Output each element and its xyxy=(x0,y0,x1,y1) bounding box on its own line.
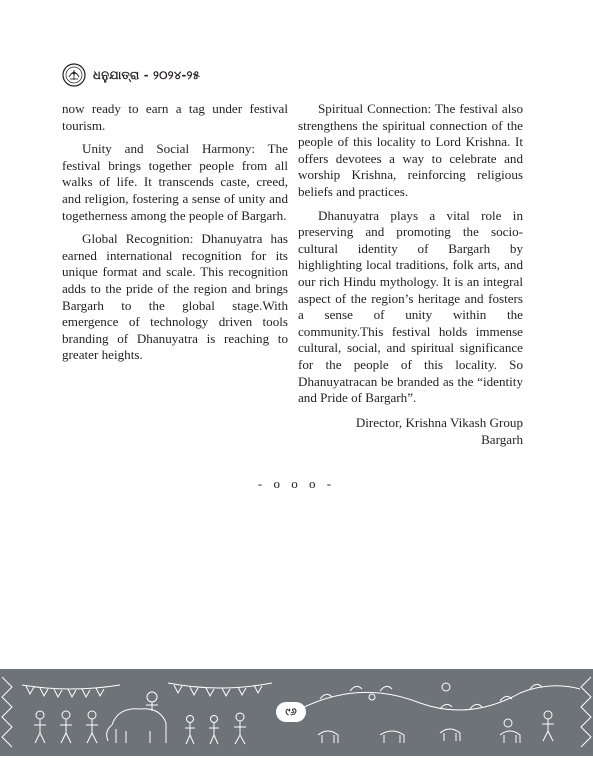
left-paragraph-unity: Unity and Social Harmony: The festival brings together people from all walks of life. It transcends caste, creed, and religion, fostering a sense of unity and togetherness among the people of Bargarh. xyxy=(62,141,288,223)
emblem-icon xyxy=(62,63,86,87)
left-column xyxy=(62,101,288,371)
page-number-badge xyxy=(276,702,306,722)
right-paragraph-spiritual: Spiritual Connection: The festival also strengthens the spiritual connection of the people of this locality to Lord Krishna. It offers devotees a way to celebrate and worship Krishna, reinforcing religious beliefs and practices. xyxy=(298,101,523,199)
right-column xyxy=(298,101,523,448)
end-mark: - o o o - xyxy=(257,476,336,491)
signature-line-1: Director, Krishna Vikash Group xyxy=(355,414,523,430)
signature-block xyxy=(298,414,523,448)
header-title: ଧନୁଯାତ୍ରା - ୨୦୨୪-୨୫ xyxy=(93,67,201,82)
left-paragraph-continuation: now ready to earn a tag under festival tourism. xyxy=(62,101,288,133)
page-header xyxy=(62,62,200,88)
signature-line-2: Bargarh xyxy=(481,431,523,447)
page-number: ୯୬ xyxy=(285,706,297,718)
right-paragraph-identity: Dhanuyatra plays a vital role in preserving and promoting the socio-cultural identity of Bargarh by highlighting local traditions, folk arts, and our rich Hindu mythology. It is an integral aspect of the region’s heritage and fosters a sense of unity within the community.This festival holds immense cultural, social, and spiritual significance for the people of this locality. So Dhanuyatracan be branded as the “identity and Pride of Bargarh”. xyxy=(298,207,523,406)
left-paragraph-global-recognition: Global Recognition: Dhanuyatra has earned international recognition for its unique format and scale. This recognition adds to the pride of the region and brings Bargarh to the global stage.With emergence of technology driven tools branding of Dhanuyatra is reaching to greater heights. xyxy=(62,231,288,363)
